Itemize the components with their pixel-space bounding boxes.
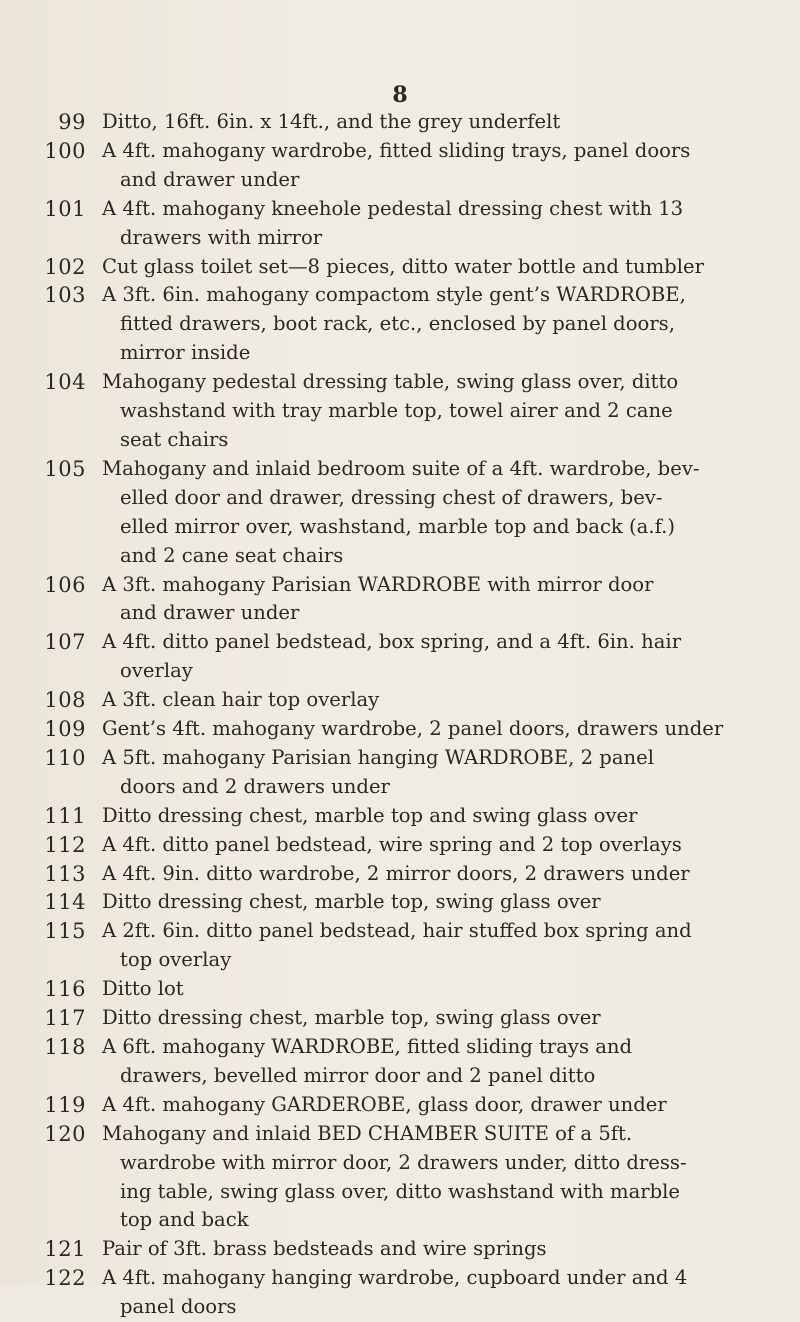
lot-description: A 3ft. mahogany Parisian WARDROBE with mirror door and drawer under: [102, 572, 654, 625]
lot-entry: [0, 744, 800, 802]
lot-description: A 4ft. mahogany wardrobe, fitted sliding trays, panel doors and drawer under: [102, 138, 691, 191]
lot-entry: [0, 860, 800, 889]
lot-entry: [0, 571, 800, 629]
lot-entry: [0, 1264, 800, 1322]
lot-description: A 4ft. mahogany kneehole pedestal dressing chest with 13 drawers with mirror: [102, 196, 684, 249]
lot-entry: [0, 686, 800, 715]
lot-number: 99: [58, 110, 86, 134]
lot-number: 100: [44, 138, 86, 163]
lot-number: 101: [44, 196, 86, 221]
lot-entry: [0, 1120, 800, 1236]
lot-entry: [0, 917, 800, 975]
lot-number: 116: [44, 977, 86, 1002]
lot-description: Mahogany and inlaid bedroom suite of a 4ft. wardrobe, bev- elled door and drawer, dressing chest of drawers, bev- elled mirror over, washstand, marble top and back (a.f.) and 2 cane seat chairs: [102, 456, 700, 567]
lot-number: 105: [44, 456, 86, 481]
lot-entry: [0, 281, 800, 368]
lot-number: 117: [44, 1006, 86, 1031]
lot-entry: [0, 975, 800, 1004]
lot-number: 107: [44, 630, 86, 655]
lot-description: Ditto, 16ft. 6in. x 14ft., and the grey underfelt: [102, 110, 561, 133]
lot-description: A 4ft. ditto panel bedstead, wire spring and 2 top overlays: [102, 832, 682, 856]
lot-entry: [0, 715, 800, 744]
lot-description: A 4ft. 9in. ditto wardrobe, 2 mirror doors, 2 drawers under: [102, 861, 690, 885]
lot-description: Ditto dressing chest, marble top, swing glass over: [102, 1006, 601, 1030]
lot-number: 114: [44, 890, 86, 915]
lot-description: A 5ft. mahogany Parisian hanging WARDROBE, 2 panel doors and 2 drawers under: [102, 745, 654, 798]
lot-description: Ditto dressing chest, marble top and swing glass over: [102, 803, 638, 827]
lot-description: A 6ft. mahogany WARDROBE, fitted sliding trays and drawers, bevelled mirror door and 2 panel ditto: [102, 1035, 633, 1087]
lot-entry: [0, 195, 800, 253]
lot-description: Pair of 3ft. brass bedsteads and wire springs: [102, 1237, 547, 1261]
lot-description: A 4ft. mahogany GARDEROBE, glass door, drawer under: [102, 1092, 667, 1116]
lot-entry: [0, 802, 800, 831]
lot-entry: [0, 1235, 800, 1264]
lot-description: Cut glass toilet set—8 pieces, ditto water bottle and tumbler: [102, 254, 704, 278]
lot-number: 115: [44, 919, 86, 944]
lot-entry: [0, 253, 800, 282]
lot-number: 112: [44, 832, 86, 857]
lot-number: 118: [44, 1035, 86, 1059]
lot-entry: [0, 888, 800, 917]
lot-description: A 2ft. 6in. ditto panel bedstead, hair stuffed box spring and top overlay: [102, 919, 692, 972]
lot-description: A 4ft. ditto panel bedstead, box spring, and a 4ft. 6in. hair overlay: [102, 630, 682, 683]
lot-number: 103: [44, 283, 86, 308]
lot-entry: [0, 628, 800, 686]
lot-description: Gent’s 4ft. mahogany wardrobe, 2 panel doors, drawers under: [102, 717, 724, 741]
lot-number: 121: [44, 1237, 86, 1262]
lot-number: 113: [44, 861, 86, 886]
lot-entry: [0, 1004, 800, 1033]
lot-entry: [0, 137, 800, 195]
lot-description: Mahogany pedestal dressing table, swing glass over, ditto washstand with tray marble top, towel airer and 2 cane seat chairs: [102, 370, 679, 451]
lot-number: 119: [44, 1092, 86, 1117]
lot-entry: [0, 108, 800, 137]
lot-number: 102: [44, 254, 86, 279]
lot-list: [0, 108, 800, 1322]
lot-number: 110: [44, 745, 86, 770]
lot-description: A 3ft. 6in. mahogany compactom style gent’s WARDROBE, fitted drawers, boot rack, etc., enclosed by panel doors, mirror inside: [102, 283, 686, 365]
lot-number: 111: [44, 803, 86, 828]
lot-number: 122: [44, 1266, 86, 1291]
lot-number: 120: [44, 1121, 86, 1146]
lot-entry: [0, 1091, 800, 1120]
lot-entry: [0, 831, 800, 860]
lot-number: 106: [44, 572, 86, 597]
lot-number: 108: [44, 688, 86, 713]
lot-entry: [0, 1033, 800, 1091]
lot-entry: [0, 368, 800, 455]
lot-entry: [0, 455, 800, 571]
lot-number: 109: [44, 717, 86, 742]
lot-description: Ditto dressing chest, marble top, swing glass over: [102, 890, 601, 914]
lot-description: A 3ft. clean hair top overlay: [102, 688, 380, 712]
lot-description: A 4ft. mahogany hanging wardrobe, cupboard under and 4 panel doors: [102, 1266, 688, 1319]
lot-description: Ditto lot: [102, 977, 184, 1001]
lot-description: Mahogany and inlaid BED CHAMBER SUITE of a 5ft. wardrobe with mirror door, 2 drawers under, ditto dress- ing table, swing glass over, ditto washstand with marble top and back: [102, 1121, 687, 1232]
lot-number: 104: [44, 370, 86, 395]
page-number: 8: [392, 82, 408, 108]
